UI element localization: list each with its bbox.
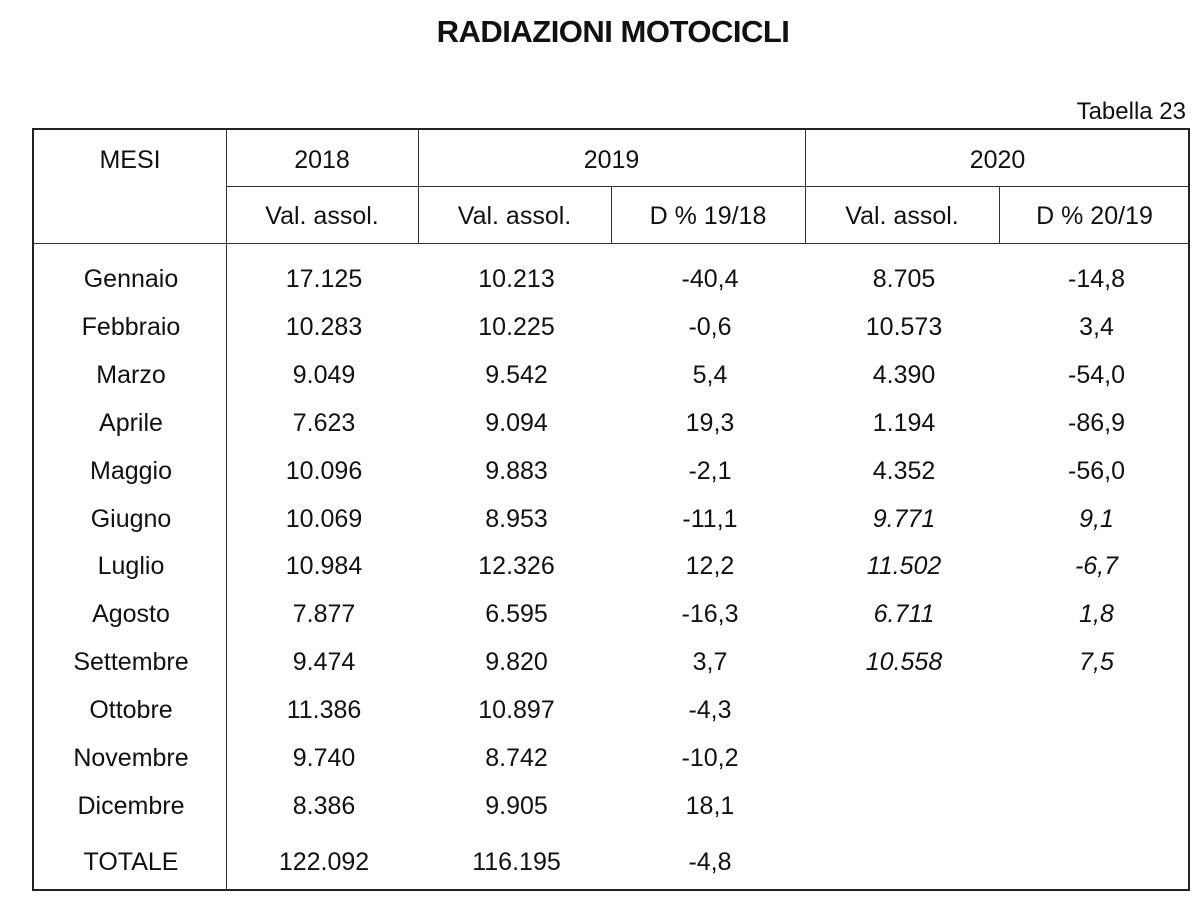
value-2020-cell xyxy=(807,690,1001,730)
value-2018-cell: 7.877 xyxy=(292,600,356,629)
delta-20-19-cell: -14,8 xyxy=(1068,265,1125,293)
delta-19-18-cell: -2,1 xyxy=(688,456,732,485)
value-2018-cell: 10.069 xyxy=(285,504,363,533)
value-2019-cell: 9.883 xyxy=(485,456,548,485)
total-value-2020-cell xyxy=(807,842,1001,882)
table-row xyxy=(34,690,1192,730)
month-cell: Luglio xyxy=(97,552,165,581)
data-table xyxy=(32,128,1190,891)
delta-20-19-cell: 7,5 xyxy=(1079,648,1114,677)
header-val-assol-2018: Val. assol. xyxy=(265,202,379,230)
value-2020-cell: 10.573 xyxy=(865,312,943,341)
table-row xyxy=(34,403,1192,443)
delta-19-18-cell: 5,4 xyxy=(692,360,728,389)
value-2018-cell: 10.096 xyxy=(285,456,363,485)
value-2020-cell: 6.711 xyxy=(873,600,935,629)
header-year-2018: 2018 xyxy=(294,146,350,174)
table-row xyxy=(34,499,1192,539)
total-value-2019-cell: 116.195 xyxy=(472,848,561,876)
total-row xyxy=(34,842,1192,882)
delta-19-18-cell: -11,1 xyxy=(682,504,738,533)
value-2020-cell: 9.771 xyxy=(872,504,936,533)
delta-20-19-cell: 9,1 xyxy=(1079,504,1114,533)
delta-19-18-cell: -0,6 xyxy=(688,312,732,341)
table-row xyxy=(34,259,1192,299)
value-2020-cell: 8.705 xyxy=(872,265,936,293)
delta-19-18-cell: -40,4 xyxy=(681,265,739,293)
total-value-2018-cell: 122.092 xyxy=(278,848,370,876)
value-2019-cell: 10.897 xyxy=(478,696,555,725)
header-delta-20-19: D % 20/19 xyxy=(1036,202,1153,230)
value-2020-cell xyxy=(807,738,1001,778)
table-row xyxy=(34,451,1192,491)
delta-20-19-cell: 3,4 xyxy=(1079,312,1114,341)
delta-19-18-cell: 3,7 xyxy=(692,648,728,677)
table-row xyxy=(34,642,1192,682)
value-2019-cell: 9.820 xyxy=(485,648,548,677)
delta-20-19-cell xyxy=(1001,690,1192,730)
value-2018-cell: 11.386 xyxy=(286,696,362,725)
value-2019-cell: 12.326 xyxy=(478,552,555,581)
table-row xyxy=(34,546,1192,586)
month-cell: Maggio xyxy=(90,456,172,485)
value-2020-cell: 11.502 xyxy=(866,552,942,581)
table-number: Tabella 23 xyxy=(1076,98,1186,125)
table-row xyxy=(34,307,1192,347)
delta-20-19-cell xyxy=(1001,786,1192,826)
value-2018-cell: 9.740 xyxy=(292,744,356,772)
delta-19-18-cell: 19,3 xyxy=(685,408,735,437)
month-cell: Novembre xyxy=(73,744,189,772)
value-2020-cell xyxy=(807,786,1001,826)
month-cell: Settembre xyxy=(73,648,189,677)
table-row xyxy=(34,738,1192,778)
delta-19-18-cell: -10,2 xyxy=(681,744,739,772)
value-2019-cell: 8.953 xyxy=(485,504,548,533)
table-row xyxy=(34,594,1192,634)
header-mesi: MESI xyxy=(99,146,161,174)
month-cell: Dicembre xyxy=(77,791,185,820)
header-val-assol-2020: Val. assol. xyxy=(845,202,959,230)
value-2019-cell: 6.595 xyxy=(485,600,548,629)
table-row xyxy=(34,355,1192,395)
month-cell: Marzo xyxy=(96,360,166,389)
delta-20-19-cell: 1,8 xyxy=(1079,600,1114,629)
delta-20-19-cell xyxy=(1001,738,1192,778)
header-year-2019: 2019 xyxy=(583,146,640,174)
value-2018-cell: 7.623 xyxy=(292,408,356,437)
delta-20-19-cell: -56,0 xyxy=(1068,456,1125,485)
header-delta-19-18: D % 19/18 xyxy=(649,202,767,230)
divider xyxy=(34,243,1190,244)
value-2019-cell: 9.542 xyxy=(485,360,548,389)
value-2019-cell: 9.905 xyxy=(485,791,548,820)
header-year-2020: 2020 xyxy=(969,146,1026,174)
month-cell: Agosto xyxy=(92,600,170,629)
value-2018-cell: 10.283 xyxy=(285,312,363,341)
delta-19-18-cell: 18,1 xyxy=(685,791,735,820)
total-delta-20-19-cell xyxy=(1001,842,1192,882)
delta-20-19-cell: -86,9 xyxy=(1068,408,1125,437)
delta-19-18-cell: 12,2 xyxy=(685,552,735,581)
total-month-cell: TOTALE xyxy=(83,848,179,876)
month-cell: Febbraio xyxy=(81,312,181,341)
divider xyxy=(226,186,1190,187)
header-val-assol-2019: Val. assol. xyxy=(457,202,572,230)
month-cell: Ottobre xyxy=(89,696,173,725)
value-2018-cell: 10.984 xyxy=(285,552,363,581)
delta-19-18-cell: -4,3 xyxy=(688,696,732,725)
value-2019-cell: 10.213 xyxy=(478,265,555,293)
value-2020-cell: 4.352 xyxy=(872,456,936,485)
value-2020-cell: 1.194 xyxy=(872,408,936,437)
value-2018-cell: 17.125 xyxy=(285,265,363,293)
total-delta-19-18-cell: -4,8 xyxy=(688,848,732,876)
value-2018-cell: 9.474 xyxy=(292,648,356,677)
value-2020-cell: 10.558 xyxy=(865,648,943,677)
value-2018-cell: 8.386 xyxy=(292,791,356,820)
month-cell: Giugno xyxy=(90,504,172,533)
delta-19-18-cell: -16,3 xyxy=(681,600,739,629)
month-cell: Aprile xyxy=(99,408,163,437)
table-title: RADIAZIONI MOTOCICLI xyxy=(436,14,790,49)
delta-20-19-cell: -6,7 xyxy=(1074,552,1119,581)
delta-20-19-cell: -54,0 xyxy=(1068,360,1125,389)
value-2020-cell: 4.390 xyxy=(872,360,936,389)
value-2019-cell: 10.225 xyxy=(478,312,555,341)
value-2019-cell: 9.094 xyxy=(485,408,548,437)
value-2019-cell: 8.742 xyxy=(485,744,548,772)
month-cell: Gennaio xyxy=(83,265,179,293)
value-2018-cell: 9.049 xyxy=(292,360,356,389)
table-row xyxy=(34,786,1192,826)
